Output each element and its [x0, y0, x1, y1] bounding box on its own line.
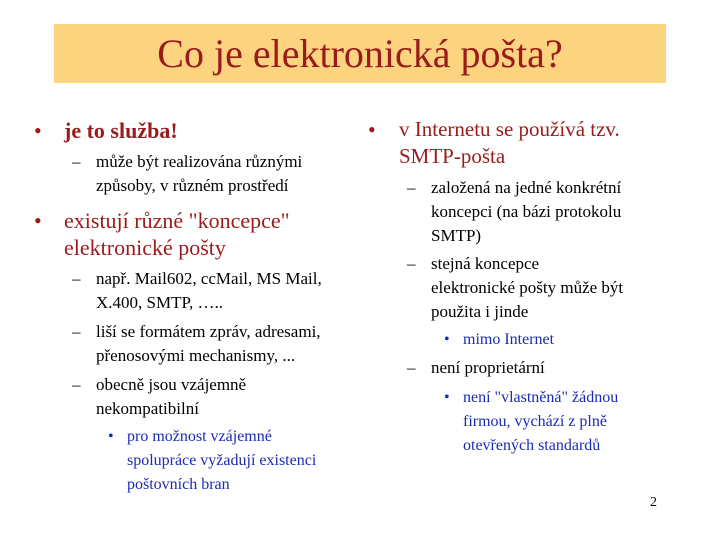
- right-subsub-outside-internet-text: mimo Internet: [463, 331, 555, 348]
- bullet-dot: •: [108, 428, 114, 445]
- left-sub-differs: [72, 320, 372, 368]
- bullet-dash: –: [407, 358, 416, 377]
- right-sub-based: [407, 176, 697, 248]
- right-sub-not-proprietary-text: není proprietární: [431, 358, 545, 377]
- left-sub-incompatible: [72, 373, 372, 421]
- right-subsub-open-standards-line1: není "vlastněná" žádnou: [463, 389, 619, 406]
- right-sub-same-concept-line1: stejná koncepce: [431, 254, 540, 273]
- left-subsub-gateways-line1: pro možnost vzájemné: [127, 428, 272, 445]
- left-bullet-service: [34, 117, 364, 144]
- bullet-dash: –: [72, 152, 81, 171]
- left-bullet-concepts-line2: elektronické pošty: [64, 235, 226, 260]
- left-sub-realized-line1: může být realizována různými: [96, 152, 303, 171]
- left-bullet-concepts-line1: existují různé "koncepce": [64, 208, 290, 233]
- bullet-dot: •: [368, 117, 376, 142]
- bullet-dash: –: [72, 322, 81, 341]
- bullet-dot: •: [34, 208, 42, 233]
- right-subsub-open-standards: [444, 386, 694, 458]
- right-subsub-outside-internet: [444, 328, 694, 352]
- slide-title: Co je elektronická pošta?: [157, 30, 563, 76]
- left-subsub-gateways-line2: spolupráce vyžadují existenci: [127, 452, 317, 469]
- right-sub-not-proprietary: [407, 356, 697, 380]
- left-sub-examples-line1: např. Mail602, ccMail, MS Mail,: [96, 269, 322, 288]
- right-sub-same-concept: [407, 252, 697, 324]
- right-sub-same-concept-line3: použita i jinde: [431, 302, 529, 321]
- left-sub-examples-line2: X.400, SMTP, …..: [96, 293, 224, 312]
- right-sub-based-line1: založená na jedné konkrétní: [431, 178, 622, 197]
- right-bullet-smtp-line1: v Internetu se používá tzv.: [399, 117, 620, 141]
- left-bullet-concepts: [34, 207, 364, 261]
- right-sub-same-concept-line2: elektronické pošty může být: [431, 278, 624, 297]
- bullet-dash: –: [407, 178, 416, 197]
- title-box: [54, 24, 666, 83]
- right-bullet-smtp-line2: SMTP-pošta: [399, 144, 506, 168]
- bullet-dash: –: [72, 269, 81, 288]
- left-sub-realized-line2: způsoby, v různém prostředí: [96, 176, 289, 195]
- bullet-dot: •: [34, 118, 42, 143]
- left-sub-differs-line1: liší se formátem zpráv, adresami,: [96, 322, 321, 341]
- bullet-dot: •: [444, 331, 450, 348]
- right-sub-based-line3: SMTP): [431, 226, 482, 245]
- bullet-dot: •: [444, 389, 450, 406]
- left-sub-differs-line2: přenosovými mechanismy, ...: [96, 346, 296, 365]
- left-subsub-gateways-line3: poštovních bran: [127, 476, 230, 493]
- page-number: 2: [650, 495, 657, 510]
- right-subsub-open-standards-line2: firmou, vychází z plně: [463, 413, 607, 430]
- left-sub-examples: [72, 267, 372, 315]
- left-subsub-gateways: [108, 425, 368, 497]
- left-sub-realized: [72, 150, 372, 198]
- left-sub-incompatible-line1: obecně jsou vzájemně: [96, 375, 247, 394]
- right-sub-based-line2: koncepci (na bázi protokolu: [431, 202, 622, 221]
- right-bullet-smtp: [368, 116, 688, 170]
- bullet-dash: –: [72, 375, 81, 394]
- left-sub-incompatible-line2: nekompatibilní: [96, 399, 199, 418]
- bullet-dash: –: [407, 254, 416, 273]
- left-bullet-service-text: je to služba!: [64, 118, 178, 143]
- right-subsub-open-standards-line3: otevřených standardů: [463, 437, 601, 454]
